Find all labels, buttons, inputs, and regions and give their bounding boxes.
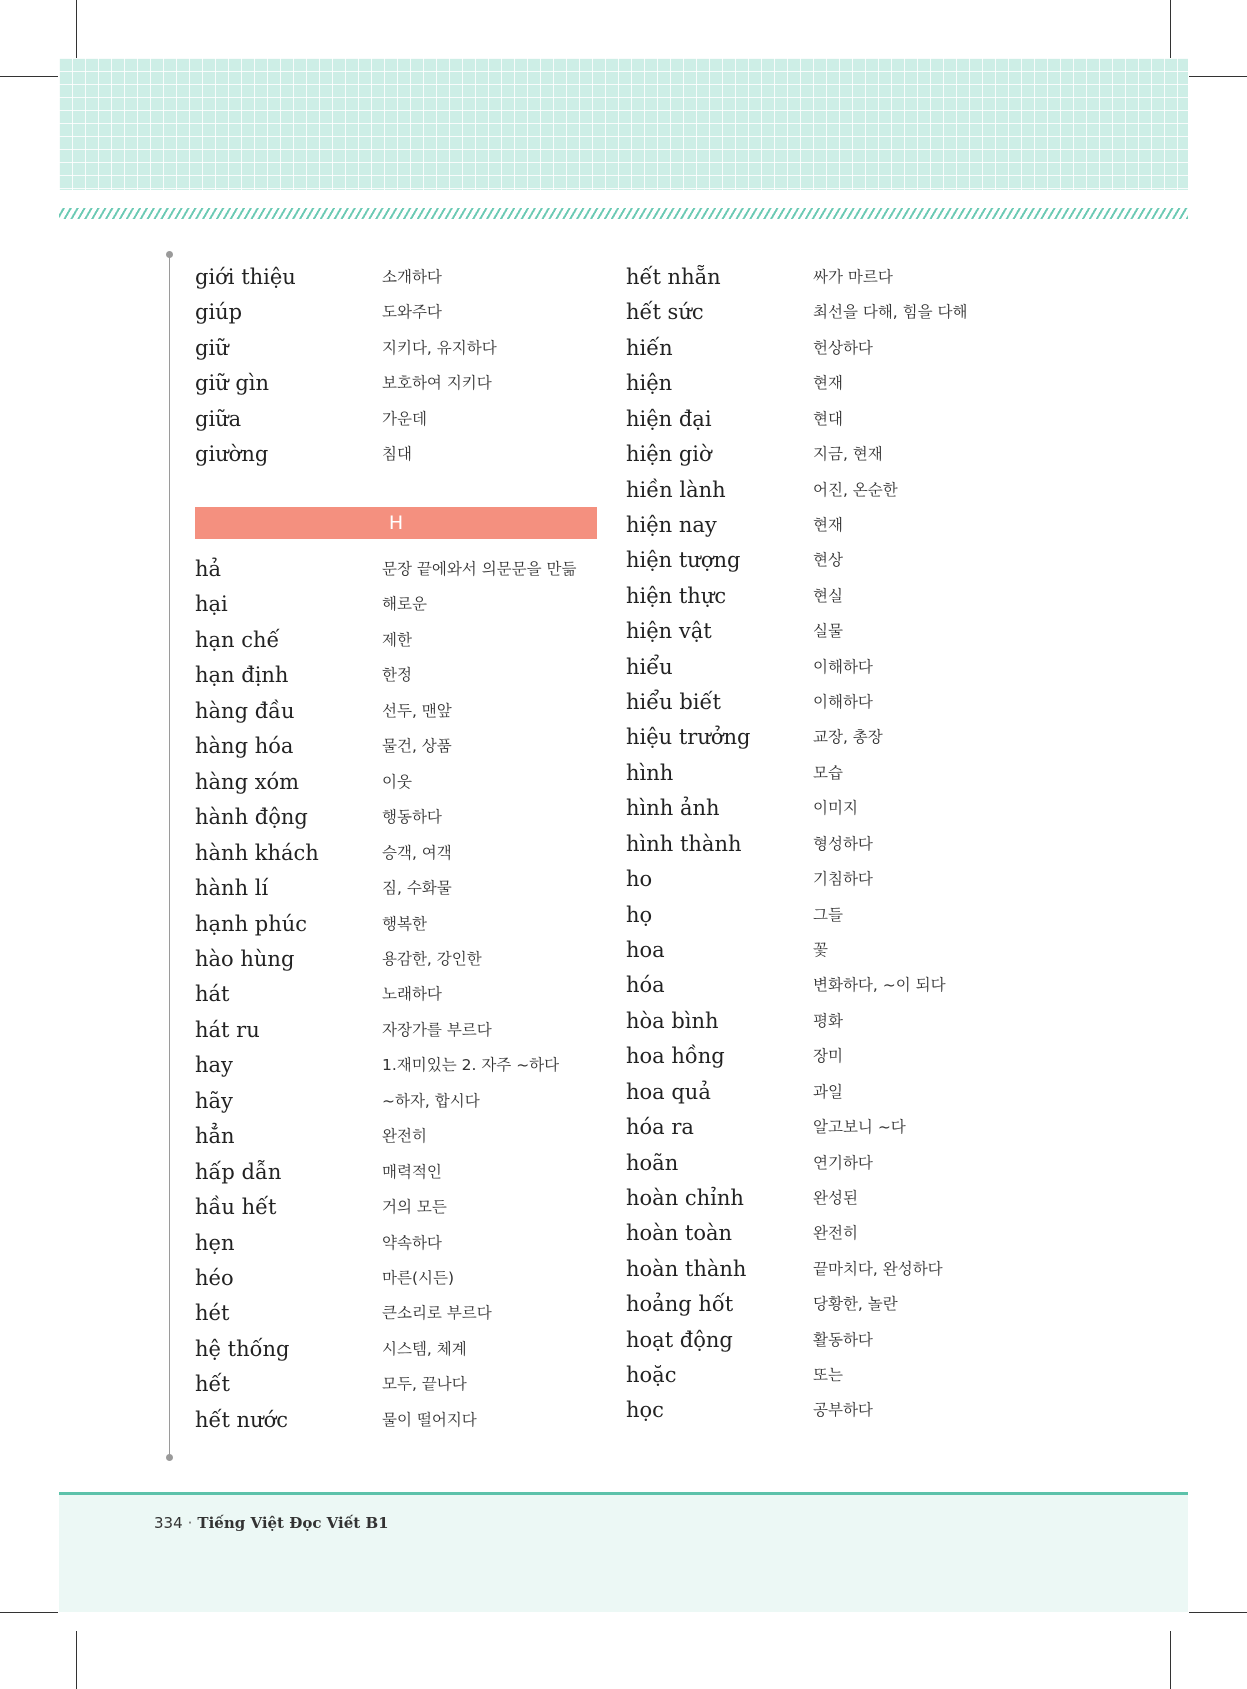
vocab-word-vietnamese: hại (195, 592, 228, 617)
vocab-word-vietnamese: hành lí (195, 876, 269, 901)
vocab-word-vietnamese: hầu hết (195, 1195, 277, 1220)
vocab-meaning-korean: 변화하다, ~이 되다 (813, 976, 946, 995)
vocab-word-vietnamese: hoạt động (626, 1327, 733, 1352)
vocab-word-vietnamese: hạnh phúc (195, 911, 308, 936)
crop-mark-bottom-right-h (1189, 1612, 1247, 1613)
page-footer (154, 1514, 389, 1532)
vocab-word-vietnamese: họ (626, 902, 653, 927)
page-number: 334 (154, 1514, 183, 1532)
vocab-word-vietnamese: hình ảnh (626, 796, 720, 821)
vocab-meaning-korean: 노래하다 (382, 985, 442, 1004)
vocab-word-vietnamese: hoàn chỉnh (626, 1185, 744, 1210)
vocab-meaning-korean: 지키다, 유지하다 (382, 338, 497, 357)
vocab-meaning-korean: 끝마치다, 완성하다 (813, 1259, 943, 1278)
vocab-meaning-korean: 알고보니 ~다 (813, 1118, 906, 1137)
margin-dot-bottom (166, 1454, 173, 1461)
vocab-word-vietnamese: hàng hóa (195, 734, 294, 759)
vocab-word-vietnamese: hiểu biết (626, 690, 721, 715)
vocab-word-vietnamese: hóa ra (626, 1115, 694, 1140)
vocab-meaning-korean: 침대 (382, 445, 412, 463)
vocab-meaning-korean: 보호하여 지키다 (382, 374, 492, 393)
vocab-word-vietnamese: giữ (195, 335, 229, 360)
vocab-meaning-korean: 완전히 (813, 1224, 858, 1243)
vocab-word-vietnamese: hình (626, 760, 674, 785)
vocab-meaning-korean: 한정 (382, 666, 412, 685)
vocab-word-vietnamese: hiến (626, 335, 673, 360)
vocab-word-vietnamese: giúp (195, 300, 243, 325)
vocab-meaning-korean: 형성하다 (813, 834, 873, 853)
vocab-meaning-korean: 이해하다 (813, 657, 873, 676)
vocab-word-vietnamese: hẳn (195, 1124, 235, 1149)
vocab-meaning-korean: 과일 (813, 1082, 843, 1101)
vocab-meaning-korean: 행동하다 (382, 808, 442, 827)
vocab-meaning-korean: 해로운 (382, 595, 427, 614)
vocab-meaning-korean: 1.재미있는 2. 자주 ~하다 (382, 1056, 560, 1075)
crop-mark-top-right-h (1189, 76, 1247, 77)
vocab-word-vietnamese: hiện thực (626, 583, 727, 608)
vocab-meaning-korean: 또는 (813, 1366, 843, 1385)
vocab-meaning-korean: 교장, 총장 (813, 728, 883, 747)
vocab-meaning-korean: 싸가 마르다 (813, 268, 893, 286)
vocab-word-vietnamese: hiện (626, 371, 673, 396)
vocab-word-vietnamese: giường (195, 442, 269, 466)
vocab-meaning-korean: 거의 모든 (382, 1198, 447, 1217)
vocab-meaning-korean: 선두, 맨앞 (382, 701, 452, 720)
vocab-meaning-korean: 모습 (813, 763, 843, 782)
vocab-meaning-korean: 이미지 (813, 799, 858, 818)
vocab-word-vietnamese: giữ gìn (195, 371, 270, 396)
vocab-meaning-korean: ~하자, 합시다 (382, 1091, 480, 1110)
vocab-word-vietnamese: hệ thống (195, 1336, 290, 1361)
vocab-meaning-korean: 이웃 (382, 772, 412, 791)
vocab-meaning-korean: 마른(시든) (382, 1269, 454, 1287)
vocab-meaning-korean: 완성된 (813, 1188, 858, 1207)
vocab-meaning-korean: 어진, 온순한 (813, 480, 898, 499)
vocab-meaning-korean: 이해하다 (813, 693, 873, 712)
vocab-meaning-korean: 최선을 다해, 힘을 다해 (813, 303, 968, 322)
vocab-meaning-korean: 지금, 현재 (813, 445, 883, 464)
vocab-word-vietnamese: hoàn thành (626, 1256, 747, 1281)
vocab-meaning-korean: 장미 (813, 1047, 843, 1066)
vocab-meaning-korean: 현상 (813, 551, 843, 570)
crop-mark-bottom-left-h (0, 1612, 58, 1613)
vocab-word-vietnamese: hả (195, 557, 222, 581)
vocab-meaning-korean: 약속하다 (382, 1233, 442, 1252)
vocab-meaning-korean: 헌상하다 (813, 338, 873, 357)
vocab-meaning-korean: 모두, 끝나다 (382, 1375, 467, 1394)
vocab-word-vietnamese: héo (195, 1266, 234, 1290)
vocab-meaning-korean: 도와주다 (382, 303, 442, 322)
vocab-word-vietnamese: hòa bình (626, 1008, 719, 1033)
vocab-word-vietnamese: hoa hồng (626, 1044, 725, 1069)
vocab-word-vietnamese: hết sức (626, 300, 704, 325)
crop-mark-bottom-left (76, 1631, 77, 1689)
vocab-word-vietnamese: hoa (626, 937, 665, 962)
vocab-word-vietnamese: hát (195, 982, 230, 1007)
vocab-word-vietnamese: hàng xóm (195, 769, 300, 794)
vocab-meaning-korean: 자장가를 부르다 (382, 1020, 492, 1039)
vocab-meaning-korean: 승객, 여객 (382, 843, 452, 862)
header-stripe (59, 208, 1188, 219)
vocab-word-vietnamese: hóa (626, 973, 665, 998)
vocab-word-vietnamese: hay (195, 1053, 233, 1078)
vocab-word-vietnamese: hát ru (195, 1017, 260, 1042)
crop-mark-top-left (76, 0, 77, 58)
vocab-word-vietnamese: hoàn toàn (626, 1221, 733, 1246)
vocab-word-vietnamese: hết (195, 1372, 230, 1397)
header-grid-band (59, 58, 1188, 190)
margin-line (169, 253, 170, 1458)
vocab-word-vietnamese: hiểu (626, 654, 673, 679)
vocab-word-vietnamese: ho (626, 867, 653, 892)
vocab-meaning-korean: 용감한, 강인한 (382, 949, 482, 968)
vocab-meaning-korean: 기침하다 (813, 870, 873, 889)
vocab-meaning-korean: 짐, 수화물 (382, 879, 452, 898)
margin-dot-top (166, 251, 173, 258)
vocab-word-vietnamese: hành động (195, 805, 308, 830)
vocab-meaning-korean: 현재 (813, 515, 843, 534)
vocab-word-vietnamese: hiện tượng (626, 548, 741, 573)
vocab-meaning-korean: 공부하다 (813, 1401, 873, 1420)
vocab-word-vietnamese: giới thiệu (195, 265, 296, 289)
vocab-meaning-korean: 평화 (813, 1011, 843, 1030)
vocab-word-vietnamese: hạn định (195, 663, 289, 688)
vocab-meaning-korean: 꽃 (813, 940, 828, 959)
vocab-word-vietnamese: hành khách (195, 840, 319, 865)
vocab-meaning-korean: 그들 (813, 905, 843, 924)
vocab-meaning-korean: 활동하다 (813, 1330, 873, 1349)
vocab-word-vietnamese: hiện đại (626, 406, 712, 431)
book-title: Tiếng Việt Đọc Viết B1 (197, 1514, 389, 1532)
vocab-meaning-korean: 제한 (382, 630, 412, 649)
vocab-meaning-korean: 연기하다 (813, 1153, 873, 1172)
vocab-word-vietnamese: hoảng hốt (626, 1292, 734, 1317)
section-header-h: H (195, 507, 597, 539)
vocab-meaning-korean: 매력적인 (382, 1162, 442, 1181)
vocab-word-vietnamese: hình thành (626, 831, 742, 856)
vocab-word-vietnamese: hoa quả (626, 1079, 711, 1104)
vocab-word-vietnamese: hoặc (626, 1363, 677, 1388)
vocab-word-vietnamese: hết nước (195, 1407, 289, 1432)
vocab-word-vietnamese: hiền lành (626, 477, 726, 502)
vocab-meaning-korean: 완전히 (382, 1127, 427, 1146)
vocab-meaning-korean: 행복한 (382, 914, 427, 933)
vocab-meaning-korean: 시스템, 체계 (382, 1339, 467, 1358)
vocab-word-vietnamese: hãy (195, 1088, 233, 1113)
vocab-meaning-korean: 현실 (813, 586, 843, 605)
vocab-meaning-korean: 물건, 상품 (382, 737, 452, 756)
vocab-word-vietnamese: hấp dẫn (195, 1159, 282, 1184)
vocab-meaning-korean: 가운데 (382, 409, 427, 428)
footer-band (59, 1495, 1188, 1612)
vocab-word-vietnamese: hết nhẵn (626, 265, 721, 289)
vocab-word-vietnamese: giữa (195, 406, 242, 431)
vocab-meaning-korean: 실물 (813, 622, 843, 641)
crop-mark-top-left-h (0, 76, 58, 77)
vocab-meaning-korean: 문장 끝에와서 의문문을 만듦 (382, 560, 577, 578)
vocab-word-vietnamese: hoãn (626, 1150, 679, 1175)
vocab-word-vietnamese: học (626, 1398, 664, 1423)
vocab-meaning-korean: 현대 (813, 409, 843, 428)
vocab-word-vietnamese: hẹn (195, 1230, 235, 1255)
vocab-meaning-korean: 소개하다 (382, 268, 442, 286)
vocab-meaning-korean: 큰소리로 부르다 (382, 1304, 492, 1323)
vocab-word-vietnamese: hiệu trưởng (626, 725, 751, 750)
vocab-word-vietnamese: hiện vật (626, 619, 712, 644)
crop-mark-top-right (1170, 0, 1171, 58)
vocab-word-vietnamese: hào hùng (195, 946, 295, 971)
vocab-meaning-korean: 현재 (813, 374, 843, 393)
vocab-meaning-korean: 당황한, 놀란 (813, 1295, 898, 1314)
vocab-word-vietnamese: hàng đầu (195, 698, 295, 723)
vocab-meaning-korean: 물이 떨어지다 (382, 1410, 477, 1429)
crop-mark-bottom-right (1170, 1631, 1171, 1689)
vocab-word-vietnamese: hạn chế (195, 627, 280, 652)
vocab-word-vietnamese: hiện giờ (626, 442, 712, 467)
vocab-word-vietnamese: hét (195, 1301, 230, 1326)
footer-separator: · (187, 1514, 193, 1532)
vocab-word-vietnamese: hiện nay (626, 512, 717, 537)
